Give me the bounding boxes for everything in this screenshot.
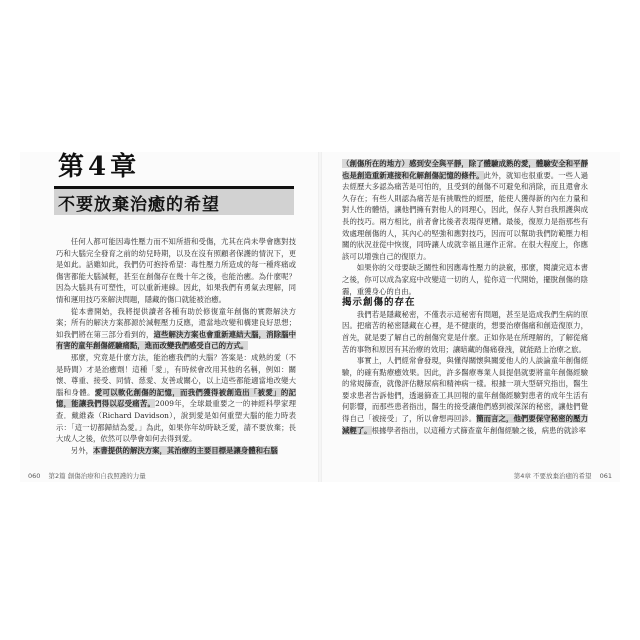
paragraph: 那麼，究竟是什麼方法，能治癒我們的大腦？答案是：成熟的愛（不是時間）才是治癒劑！這種「愛」，有時候會改用其他的名稱，例如：關懷、尊重、接受、同情、慈愛、友善或關心，以上這些都能適當地改變大腦和身體。愛可以軟化創傷的記憶，而我們獲得被創造出「被愛」的記憶，能讓我們得以忍受痛苦。2009年，全球最重要之一的神經科學家理查．戴維森（Richard Davidson），說到愛是如何重塑大腦的能力時表示：「這一切都歸結為愛。」為此，如果你年幼時缺乏愛，請不要放棄；長大成人之後，依然可以學會如何去得到愛。 bbox=[56, 352, 296, 444]
chapter-title: 不要放棄治癒的希望 bbox=[58, 194, 220, 215]
section-heading: 揭示創傷的存在 bbox=[342, 297, 416, 309]
left-body-text bbox=[56, 236, 296, 456]
right-footer bbox=[508, 471, 612, 480]
paragraph: （創傷所在的地方）感到安全與平靜，除了體驗成熟的愛，體驗安全和平靜也是創造重新連接和化解創傷記憶的條件。此外，就知也很重要。一些人過去經歷大多認為痛苦是可怕的，且受到的創傷不可避免和消除，而且還會永久存在；有些人則認為痛苦是有挑戰性的經歷，能使人獲得新的內在力量和對人性的體悟，讓他們擁有對他人的同理心，因此，保存人對自我照護與成長的技巧。兩方相比，前者會比後者表現得更糟。最後，復原力是指那些有效處理創傷的人，其內心的堅強和應對技巧，因而可以幫助我們防範壓力相關的狀況並從中恢復，同時讓人成就幸福且運作正常。在很大程度上，你應該可以增強自己的復原力。 bbox=[342, 159, 588, 261]
highlighted-text: （創傷所在的地方）感到安全與平靜，除了體驗成熟的愛，體驗安全和平靜也是創造重新連接和化解創傷記憶的條件。 bbox=[342, 159, 588, 180]
highlighted-text: 本書提供的解決方案，其治療的主要目標是讓身體和右腦 bbox=[92, 445, 278, 455]
paragraph: 另外，本書提供的解決方案，其治療的主要目標是讓身體和右腦 bbox=[70, 445, 278, 455]
chapter-title-bar bbox=[54, 186, 294, 215]
chapter-header bbox=[54, 152, 294, 215]
highlighted-text: 簡而言之，他們要保守秘密的壓力減輕了。 bbox=[342, 414, 588, 435]
right-body-text bbox=[342, 158, 588, 436]
paragraph: 事實上，人們經常會發現，與懂得關懷與關愛他人的人談論童年創傷經驗，的確有點療癒效果。因此，許多醫療專業人員提倡就要將童年創傷經驗的常規篩查，就像評估糖尿病和精神病一樣。根據一項大型研究指出，醫生要求患者告訴他們，透過篩查工具回報的童年創傷經驗對患者的成年生活有何影響，而那些患者指出，醫生的接受讓他們感到被深深的秘密，讓他們覺得自己「被接受」了，所以會想再回診。簡而言之，他們要保守秘密的壓力減輕了。根據學者指出，以這種方式篩查童年創傷經驗之後，病患的就診率 bbox=[342, 356, 588, 435]
highlighted-text: 愛可以軟化創傷的記憶，而我們獲得被創造出「被愛」的記憶，能讓我們得以忍受痛苦。 bbox=[56, 387, 296, 409]
left-page bbox=[20, 152, 320, 482]
right-page bbox=[320, 152, 620, 482]
page-number: 060 bbox=[28, 472, 41, 480]
book-spread bbox=[20, 152, 620, 482]
page-number: 061 bbox=[599, 472, 612, 480]
paragraph: 從本書開始，我將提供讀者各種有助於修復童年創傷的實際解決方案；所有的解決方案都源於減輕壓力反應，還當地改變和構建良好思想；如我們將在第三部分看到的，這些解決方案也會重新連結大腦，消除腦中有害的童年創傷經驗痛點，進而改變我們感受自己的方式。 bbox=[56, 306, 296, 351]
running-head: 第4章 不要放棄治癒的希望 bbox=[513, 472, 592, 480]
highlighted-text: 這些解決方案也會重新連結大腦，消除腦中有害的童年創傷經驗痛點，進而改變我們感受自己的方式。 bbox=[56, 329, 296, 351]
left-footer bbox=[28, 471, 152, 480]
running-head: 第2篇 創傷治療和自我照護的力量 bbox=[48, 472, 146, 480]
paragraph: 任何人都可能因毒性壓力而不知所措和受傷，尤其在尚未學會應對技巧和大腦完全發育之前的幼兒時期，以及在沒有照顧者保護的情況下，更是如此。話雖如此，我們仍可抱持希望：毒性壓力所造成的每一種疼痛或傷害都能大腦減輕，甚至在創傷存在幾十年之後，也能治癒。為什麼呢？因為大腦具有可塑性，可以重新連線。因此，如果我們有勇氣去理解，同情和運用技巧來解決問題，隱藏的傷口就能被治癒。 bbox=[56, 237, 296, 304]
paragraph: 我們若是隱藏秘密，不僅表示這秘密有問題，甚至是造成我們生病的原因。把痛苦的秘密隱藏在心裡，是不健康的，想要治療傷痛和創造復原力，首先，就是要了解自己的創傷究竟是什麼。正如你是在所理解的，了解從痛苦的事物和原因有其治療的效用；讓暗藏的傷痛發洩，就能踏上治療之旅。 bbox=[342, 309, 588, 354]
paragraph: 如果你的父母要缺乏關性和因應毒性壓力的訣竅，那麼，閱讀完這本書之後，你可以成為家庭中改變這一切的人，從你這一代開始，擺脫創傷的陰霾，重獲身心的自由。 bbox=[342, 263, 588, 296]
chapter-label: 第4章 bbox=[58, 152, 141, 182]
